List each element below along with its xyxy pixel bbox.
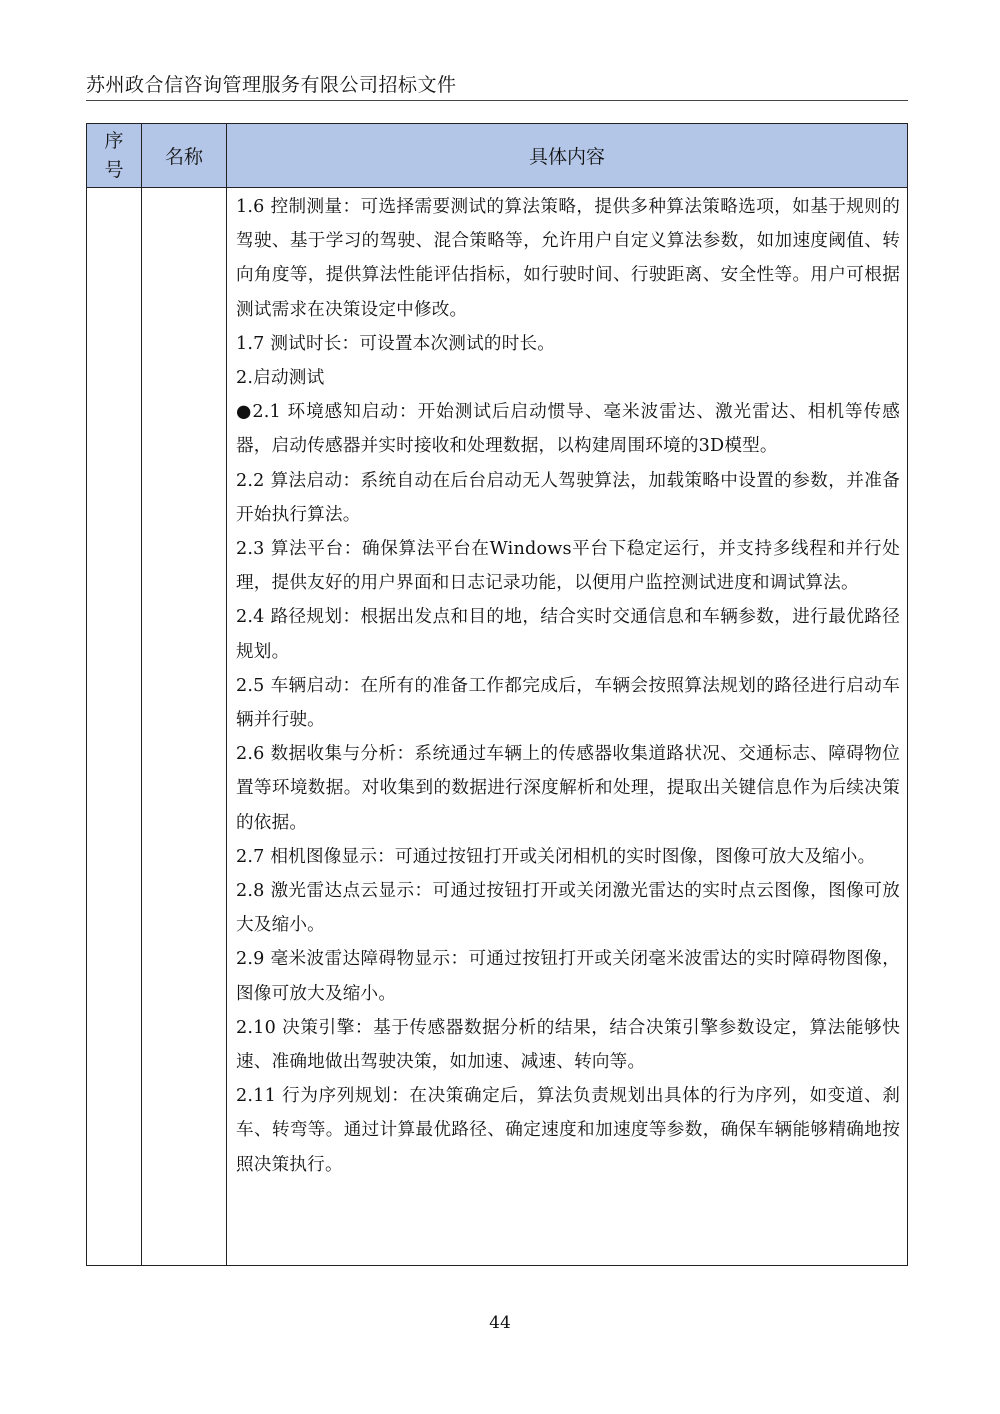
table-header-row [87, 124, 908, 188]
header-seq-label [87, 127, 141, 185]
content-paragraph-2-8: 2.8 激光雷达点云显示：可通过按钮打开或关闭激光雷达的实时点云图像，图像可放大及缩小。 [236, 881, 900, 936]
content-paragraph-2: 2.启动测试 [236, 368, 325, 389]
row-name-cell [142, 188, 227, 1266]
header-name: 名称 [142, 124, 227, 188]
header-content: 具体内容 [227, 124, 908, 188]
row-content-cell [227, 188, 908, 1266]
content-paragraph-2-2: 2.2 算法启动：系统自动在后台启动无人驾驶算法，加载策略中设置的参数，并准备开始执行算法。 [236, 470, 900, 525]
content-paragraph-2-1: ●2.1 环境感知启动：开始测试后启动惯导、毫米波雷达、激光雷达、相机等传感器，启动传感器并实时接收和处理数据，以构建周围环境的3D模型。 [236, 402, 900, 457]
content-paragraph-2-3: 2.3 算法平台：确保算法平台在Windows平台下稳定运行，并支持多线程和并行处理，提供友好的用户界面和日志记录功能，以便用户监控测试进度和调试算法。 [236, 539, 900, 594]
row-seq-cell [87, 188, 142, 1266]
header-divider [86, 100, 908, 101]
table-row [87, 188, 908, 1266]
content-paragraph-2-11: 2.11 行为序列规划：在决策确定后，算法负责规划出具体的行为序列，如变道、刹车、转弯等。通过计算最优路径、确定速度和加速度等参数，确保车辆能够精确地按照决策执行。 [236, 1086, 900, 1175]
content-paragraph-2-7: 2.7 相机图像显示：可通过按钮打开或关闭相机的实时图像，图像可放大及缩小。 [236, 846, 876, 867]
header-seq [87, 124, 142, 188]
content-paragraph-2-6: 2.6 数据收集与分析：系统通过车辆上的传感器收集道路状况、交通标志、障碍物位置等环境数据。对收集到的数据进行深度解析和处理，提取出关键信息作为后续决策的依据。 [236, 744, 900, 833]
content-paragraph-1-7: 1.7 测试时长：可设置本次测试的时长。 [236, 333, 556, 354]
document-header-title: 苏州政合信咨询管理服务有限公司招标文件 [86, 74, 457, 96]
content-paragraph-2-10: 2.10 决策引擎：基于传感器数据分析的结果，结合决策引擎参数设定，算法能够快速、准确地做出驾驶决策，如加速、减速、转向等。 [236, 1017, 900, 1073]
page-number: 44 [489, 1313, 511, 1333]
header-seq-char-2: 号 [104, 158, 124, 181]
content-paragraph-2-4: 2.4 路径规划：根据出发点和目的地，结合实时交通信息和车辆参数，进行最优路径规划。 [236, 607, 900, 662]
content-paragraph-2-9: 2.9 毫米波雷达障碍物显示：可通过按钮打开或关闭毫米波雷达的实时障碍物图像，图像可放大及缩小。 [236, 949, 900, 1004]
specification-table [86, 123, 908, 1266]
content-paragraph-2-5: 2.5 车辆启动：在所有的准备工作都完成后，车辆会按照算法规划的路径进行启动车辆并行驶。 [236, 675, 900, 731]
header-seq-char-1: 序 [104, 129, 124, 152]
content-paragraph-1-6: 1.6 控制测量：可选择需要测试的算法策略，提供多种算法策略选项，如基于规则的驾驶、基于学习的驾驶、混合策略等，允许用户自定义算法参数，如加速度阈值、转向角度等，提供算法性能评估指标，如行驶时间、行驶距离、安全性等。用户可根据测试需求在决策设定中修改。 [236, 197, 900, 320]
